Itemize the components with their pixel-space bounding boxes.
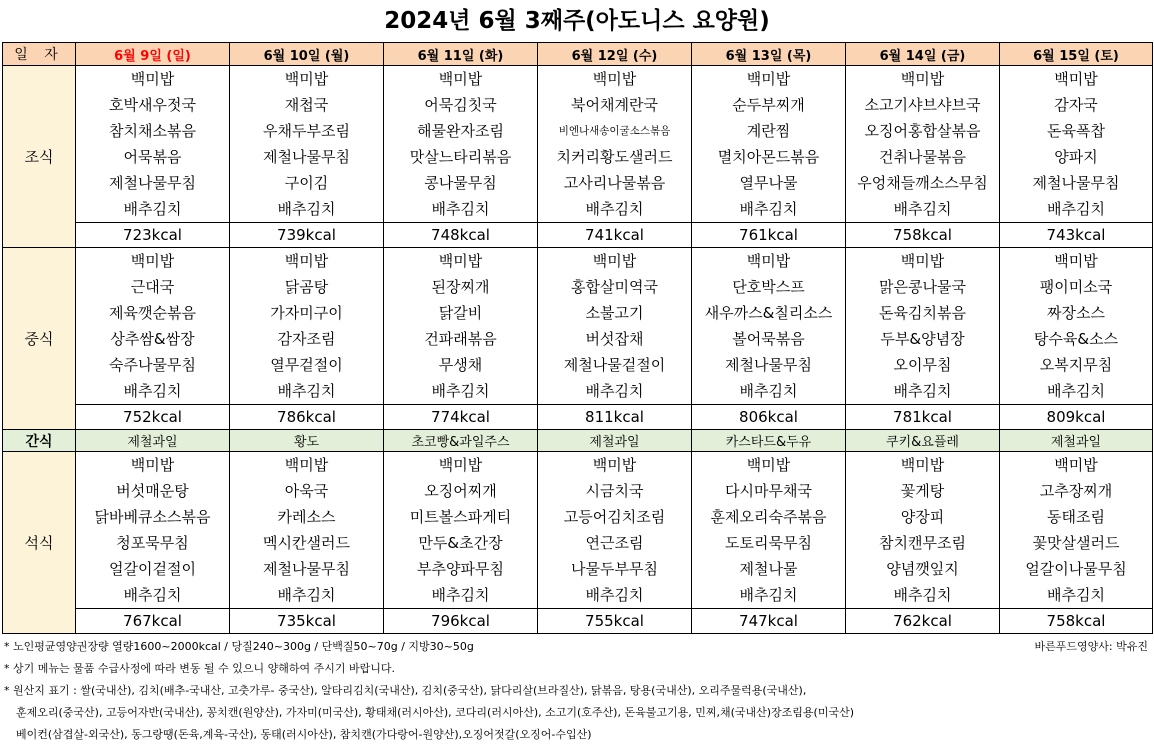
menu-item: 시금치국 (585, 482, 644, 500)
menu-item: 멸치아몬드볶음 (717, 148, 820, 166)
menu-item: 치커리황도샐러드 (556, 148, 673, 166)
kcal-value: 735kcal (230, 609, 384, 634)
menu-item: 백미밥 (438, 70, 483, 88)
menu-item: 배추김치 (431, 382, 490, 400)
kcal-value: 758kcal (1000, 609, 1153, 634)
menu-item: 제육깻순볶음 (109, 304, 196, 322)
menu-item: 백미밥 (900, 456, 945, 474)
origin-note-cont: 훈제오리(중국산), 고등어자반(국내산), 꽁치캔(원양산), 가자미(미국산), 황태채(러시아산), 코다리(러시아산), 소고기(호주산), 돈육불고기용, 민찌,채(국내산)장조림용(미국산) (16, 706, 854, 719)
menu-item: 제철나물무침 (263, 148, 350, 166)
day-header-wed: 6월 12일 (수) (538, 43, 692, 66)
menu-item: 닭갈비 (438, 304, 483, 322)
menu-item: 닭바베큐소스볶음 (94, 508, 211, 526)
menu-item: 백미밥 (284, 70, 329, 88)
menu-item: 꽃맛살샐러드 (1032, 534, 1120, 552)
menu-item: 팽이미소국 (1039, 278, 1113, 296)
menu-item: 배추김치 (585, 382, 644, 400)
day-header-sun: 6월 9일 (일) (76, 43, 230, 66)
menu-item: 감자조림 (277, 330, 336, 348)
menu-item: 북어채계란국 (571, 96, 658, 114)
kcal-value: 747kcal (692, 609, 846, 634)
menu-item: 배추김치 (123, 382, 182, 400)
menu-item: 오이무침 (893, 356, 952, 374)
menu-item: 무생채 (438, 356, 483, 374)
kcal-value: 786kcal (230, 405, 384, 430)
breakfast-cell (692, 66, 846, 223)
kcal-value: 761kcal (692, 223, 846, 248)
kcal-value: 796kcal (384, 609, 538, 634)
menu-item: 제철나물무침 (263, 560, 350, 578)
menu-item: 근대국 (130, 278, 175, 296)
menu-item: 제철나물겉절이 (563, 356, 666, 374)
menu-item: 소불고기 (585, 304, 644, 322)
menu-item: 백미밥 (1054, 252, 1098, 270)
menu-item: 고사리나물볶음 (563, 174, 666, 192)
kcal-value: 811kcal (538, 405, 692, 430)
lunch-cell (538, 248, 692, 405)
menu-item: 건취나물볶음 (879, 148, 966, 166)
lunch-cell (76, 248, 230, 405)
kcal-value: 752kcal (76, 405, 230, 430)
kcal-value: 762kcal (846, 609, 1000, 634)
day-header-thu: 6월 13일 (목) (692, 43, 846, 66)
origin-note: * 원산지 표기 : 쌀(국내산), 김치(배추-국내산, 고춧가루- 중국산), 알타리김치(국내산), 김치(중국산), 닭다리살(브라질산), 닭볶음, 탕용(국내산), 오리주물럭용(국내산), (4, 684, 807, 697)
breakfast-cell (846, 66, 1000, 223)
menu-item: 배추김치 (277, 200, 336, 218)
day-header-sat: 6월 15일 (토) (1000, 43, 1153, 66)
lunch-cell (384, 248, 538, 405)
menu-item: 배추김치 (1047, 586, 1105, 604)
menu-item: 다시마무채국 (725, 482, 812, 500)
menu-item: 배추김치 (893, 382, 952, 400)
dinner-items-row (3, 452, 1153, 609)
lunch-items-row (3, 248, 1153, 405)
snack-row (3, 430, 1153, 452)
menu-item: 백미밥 (284, 456, 329, 474)
menu-item: 순두부찌개 (732, 96, 805, 114)
lunch-kcal-row (3, 405, 1153, 430)
dinner-cell (1000, 452, 1153, 609)
menu-item: 멕시칸샐러드 (263, 534, 350, 552)
header-row (3, 43, 1153, 66)
menu-item: 참치캔무조림 (879, 534, 966, 552)
kcal-value: 809kcal (1000, 405, 1153, 430)
menu-item: 계란찜 (746, 122, 791, 140)
menu-item: 백미밥 (746, 456, 791, 474)
menu-item: 탕수육&소스 (1033, 330, 1119, 348)
menu-item: 배추김치 (1047, 382, 1105, 400)
kcal-value: 774kcal (384, 405, 538, 430)
menu-item: 상추쌈&쌈장 (110, 330, 195, 348)
menu-item: 배추김치 (739, 586, 798, 604)
menu-item: 양파지 (1054, 148, 1098, 166)
menu-item: 홍합살미역국 (571, 278, 658, 296)
snack-cell: 초코빵&과일주스 (384, 430, 538, 452)
menu-item: 오징어홍합살볶음 (864, 122, 981, 140)
snack-cell: 제철과일 (538, 430, 692, 452)
snack-cell: 황도 (230, 430, 384, 452)
snack-cell: 카스타드&두유 (692, 430, 846, 452)
dinner-cell (230, 452, 384, 609)
menu-item: 배추김치 (585, 586, 644, 604)
menu-item: 비엔나새송이굴소스볶음 (558, 125, 671, 137)
menu-item: 부추양파무침 (417, 560, 504, 578)
menu-item: 제철나물 (739, 560, 798, 578)
nutrition-note: * 노인평균영양권장량 열량1600~2000kcal / 당질240~300g / 단백질50~70g / 지방30~50g (4, 640, 474, 653)
lunch-cell (1000, 248, 1153, 405)
breakfast-cell (1000, 66, 1153, 223)
menu-item: 백미밥 (746, 252, 791, 270)
menu-item: 배추김치 (893, 586, 952, 604)
snack-cell: 제철과일 (1000, 430, 1153, 452)
menu-item: 백미밥 (130, 70, 175, 88)
menu-item: 제철나물무침 (725, 356, 812, 374)
menu-item: 백미밥 (592, 456, 637, 474)
menu-item: 건파래볶음 (424, 330, 497, 348)
menu-table (2, 42, 1153, 634)
menu-item: 배추김치 (739, 200, 798, 218)
kcal-value: 755kcal (538, 609, 692, 634)
menu-item: 배추김치 (893, 200, 952, 218)
menu-item: 연근조림 (585, 534, 644, 552)
menu-item: 백미밥 (130, 456, 175, 474)
origin-note-cont: 베이컨(삼겹살-외국산), 동그랑땡(돈육,계육-국산), 동태(러시아산), 참치캔(가다랑어-원양산),오징어젓갈(오징어-수입산) (16, 728, 592, 741)
footnotes (4, 636, 1150, 746)
kcal-value: 758kcal (846, 223, 1000, 248)
day-header-fri: 6월 14일 (금) (846, 43, 1000, 66)
menu-item: 돈육김치볶음 (879, 304, 966, 322)
menu-item: 소고기샤브샤브국 (864, 96, 981, 114)
menu-item: 구이김 (284, 174, 329, 192)
kcal-value: 739kcal (230, 223, 384, 248)
kcal-value: 806kcal (692, 405, 846, 430)
lunch-cell (846, 248, 1000, 405)
menu-item: 어묵김칫국 (424, 96, 497, 114)
dinner-cell (538, 452, 692, 609)
dinner-cell (846, 452, 1000, 609)
breakfast-cell (538, 66, 692, 223)
kcal-value: 748kcal (384, 223, 538, 248)
menu-item: 백미밥 (284, 252, 329, 270)
menu-item: 닭곰탕 (284, 278, 329, 296)
kcal-value: 743kcal (1000, 223, 1153, 248)
menu-item: 백미밥 (1054, 456, 1098, 474)
menu-item: 배추김치 (123, 200, 182, 218)
kcal-value: 767kcal (76, 609, 230, 634)
menu-item: 짜장소스 (1047, 304, 1105, 322)
menu-item: 동태조림 (1047, 508, 1105, 526)
day-header-mon: 6월 10일 (월) (230, 43, 384, 66)
menu-item: 백미밥 (130, 252, 175, 270)
menu-item: 우채두부조림 (263, 122, 350, 140)
breakfast-cell (230, 66, 384, 223)
menu-item: 백미밥 (1054, 70, 1098, 88)
menu-item: 재첩국 (284, 96, 329, 114)
menu-item: 얼갈이겉절이 (109, 560, 196, 578)
breakfast-items-row (3, 66, 1153, 223)
menu-item: 훈제오리숙주볶음 (710, 508, 827, 526)
menu-item: 우엉채들깨소스무침 (857, 174, 988, 192)
snack-label: 간식 (3, 430, 76, 452)
menu-item: 백미밥 (438, 252, 483, 270)
menu-item: 돈육폭찹 (1047, 122, 1105, 140)
menu-item: 오징어찌개 (424, 482, 497, 500)
menu-item: 배추김치 (277, 586, 336, 604)
menu-item: 새우까스&칠리소스 (704, 304, 833, 322)
kcal-value: 723kcal (76, 223, 230, 248)
dinner-cell (384, 452, 538, 609)
menu-item: 배추김치 (1047, 200, 1105, 218)
menu-item: 열무나물 (739, 174, 798, 192)
menu-item: 백미밥 (900, 252, 945, 270)
menu-item: 배추김치 (277, 382, 336, 400)
breakfast-cell (384, 66, 538, 223)
menu-item: 고추장찌개 (1039, 482, 1113, 500)
menu-item: 콩나물무침 (424, 174, 497, 192)
menu-item: 얼갈이나물무침 (1025, 560, 1127, 578)
menu-item: 도토리묵무침 (725, 534, 812, 552)
menu-item: 양장피 (900, 508, 945, 526)
menu-item: 어묵볶음 (123, 148, 182, 166)
menu-item: 참치채소볶음 (109, 122, 196, 140)
menu-item: 양념깻잎지 (886, 560, 959, 578)
menu-item: 꽃게탕 (900, 482, 945, 500)
menu-item: 카레소스 (277, 508, 336, 526)
menu-item: 백미밥 (592, 70, 637, 88)
menu-item: 백미밥 (900, 70, 945, 88)
menu-item: 미트볼스파게티 (409, 508, 512, 526)
menu-item: 오복지무침 (1039, 356, 1113, 374)
kcal-value: 781kcal (846, 405, 1000, 430)
lunch-label: 중식 (3, 248, 76, 430)
menu-item: 버섯매운탕 (116, 482, 189, 500)
breakfast-cell (76, 66, 230, 223)
menu-item: 볼어묵볶음 (732, 330, 805, 348)
menu-item: 아욱국 (284, 482, 329, 500)
snack-cell: 제철과일 (76, 430, 230, 452)
menu-item: 제철나물무침 (109, 174, 196, 192)
menu-item: 백미밥 (746, 70, 791, 88)
menu-item: 백미밥 (438, 456, 483, 474)
dietitian-credit: 바른푸드영양사: 박유진 (1034, 640, 1148, 653)
date-label: 일 자 (3, 43, 76, 66)
lunch-cell (230, 248, 384, 405)
menu-item: 제철나물무침 (1032, 174, 1120, 192)
menu-item: 두부&양념장 (880, 330, 965, 348)
menu-item: 맑은콩나물국 (879, 278, 966, 296)
menu-item: 고등어김치조림 (563, 508, 666, 526)
dinner-kcal-row (3, 609, 1153, 634)
menu-item: 해물완자조림 (417, 122, 504, 140)
menu-item: 백미밥 (592, 252, 637, 270)
snack-cell: 쿠키&요플레 (846, 430, 1000, 452)
menu-item: 배추김치 (431, 586, 490, 604)
menu-item: 청포묵무침 (116, 534, 189, 552)
breakfast-kcal-row (3, 223, 1153, 248)
kcal-value: 741kcal (538, 223, 692, 248)
menu-item: 된장찌개 (431, 278, 490, 296)
menu-item: 단호박스프 (732, 278, 805, 296)
menu-item: 호박새우젓국 (109, 96, 196, 114)
lunch-cell (692, 248, 846, 405)
menu-item: 버섯잡채 (585, 330, 644, 348)
menu-item: 배추김치 (739, 382, 798, 400)
change-notice: * 상기 메뉴는 물품 수급사정에 따라 변동 될 수 있으니 양해하여 주시기 바랍니다. (4, 662, 395, 675)
menu-item: 나물두부무침 (571, 560, 658, 578)
menu-item: 숙주나물무침 (109, 356, 196, 374)
dinner-cell (692, 452, 846, 609)
dinner-label: 석식 (3, 452, 76, 634)
menu-item: 가자미구이 (270, 304, 343, 322)
menu-item: 맛살느타리볶음 (409, 148, 512, 166)
breakfast-label: 조식 (3, 66, 76, 248)
menu-item: 배추김치 (123, 586, 182, 604)
menu-item: 만두&초간장 (418, 534, 503, 552)
menu-item: 감자국 (1054, 96, 1098, 114)
dinner-cell (76, 452, 230, 609)
menu-item: 배추김치 (431, 200, 490, 218)
menu-item: 배추김치 (585, 200, 644, 218)
page-title: 2024년 6월 3째주(아도니스 요양원) (384, 8, 770, 34)
day-header-tue: 6월 11일 (화) (384, 43, 538, 66)
menu-item: 열무겉절이 (270, 356, 343, 374)
